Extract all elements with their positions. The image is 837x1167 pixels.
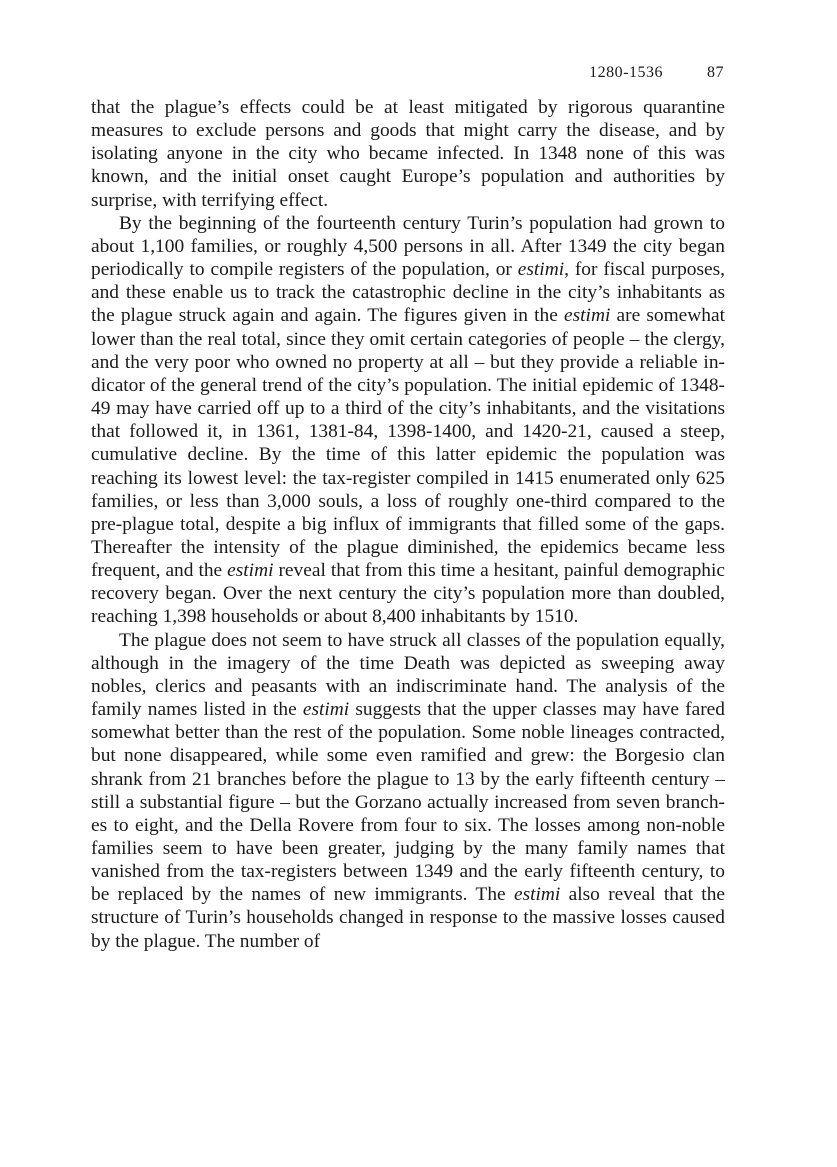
paragraph [91,629,725,953]
page-number: 87 [707,64,724,81]
italic-term: estimi [227,560,274,582]
text-run: By the beginning of the fourteenth century Turin’s population had grown to about 1,100 families, or roughly 4,500 persons in all. After 1349 the city began periodically to compile registers of the population, or [91,212,725,281]
italic-term: estimi [517,259,565,281]
text-run: that the plague’s effects could be at least mitigated by rigorous quarantine measures to exclude persons and goods that might carry the disease, and by isolating anyone in the city who became infected. In 1348 none of this was known, and the initial onset caught Europe’s population and authorities by surprise, with terrifying effect. [91,97,725,211]
text-run: are somewhat lower than the real total, since they omit certain categories of people – the clergy, and the very poor who owned no property at all – but they provide a reliable indicator of the general trend of the city’s population. The initial epidemic of 1348-49 may have carried off up to a third of the city’s inhabitants, and the visitations that followed it, in 1361, 1381-84, 1398-1400, and 1420-21, caused a steep, cumulative decline. By the time of this latter epidemic the population was reaching its lowest level: the tax-register compiled in 1415 enumerated only 625 families, or less than 3,000 souls, a loss of roughly one-third compared to the pre-plague total, despite a big influx of immigrants that filled some of the gaps. Thereafter the intensity of the plague diminished, the epidemics became less frequent, and the [91,305,725,582]
text-run: suggests that the upper classes may have fared somewhat better than the rest of the population. Some noble lineages contracted, but none disappeared, while some even ramified and grew: the Borgesio clan shrank from 21 branches before the plague to 13 by the early fifteenth century – still a substantial figure – but the Gorzano actually increased from seven branches to eight, and the Della Rovere from four to six. The losses among non-noble families seem to have been greater, judging by the many family names that vanished from the tax-registers between 1349 and the early fifteenth century, to be replaced by the names of new immigrants. The [91,699,725,906]
italic-term: estimi [513,884,561,906]
body-text [91,96,725,953]
text-run: also reveal that the structure of Turin’s households changed in response to the massive losses caused by the plague. The number of [91,884,725,952]
running-head-title: 1280-1536 [589,64,663,81]
text-run: , for fiscal purposes, and these enable us to track the catastrophic decline in the city’s inhabitants as the plague struck again and again. The figures given in the [91,259,726,327]
text-run: reveal that from this time a hesitant, painful demographic recovery began. Over the next century the city’s population more than doubled, reaching 1,398 households or about 8,400 inhabitants by 1510. [91,560,725,628]
text-run: The plague does not seem to have struck all classes of the population equally, although in the imagery of the time Death was depicted as sweeping away nobles, clerics and peasants with an indiscriminate hand. The analysis of the family names listed in the [91,629,725,721]
paragraph [91,212,725,629]
italic-term: estimi [302,699,350,721]
italic-term: estimi [564,305,611,327]
running-head [589,64,724,82]
paragraph [91,96,725,212]
